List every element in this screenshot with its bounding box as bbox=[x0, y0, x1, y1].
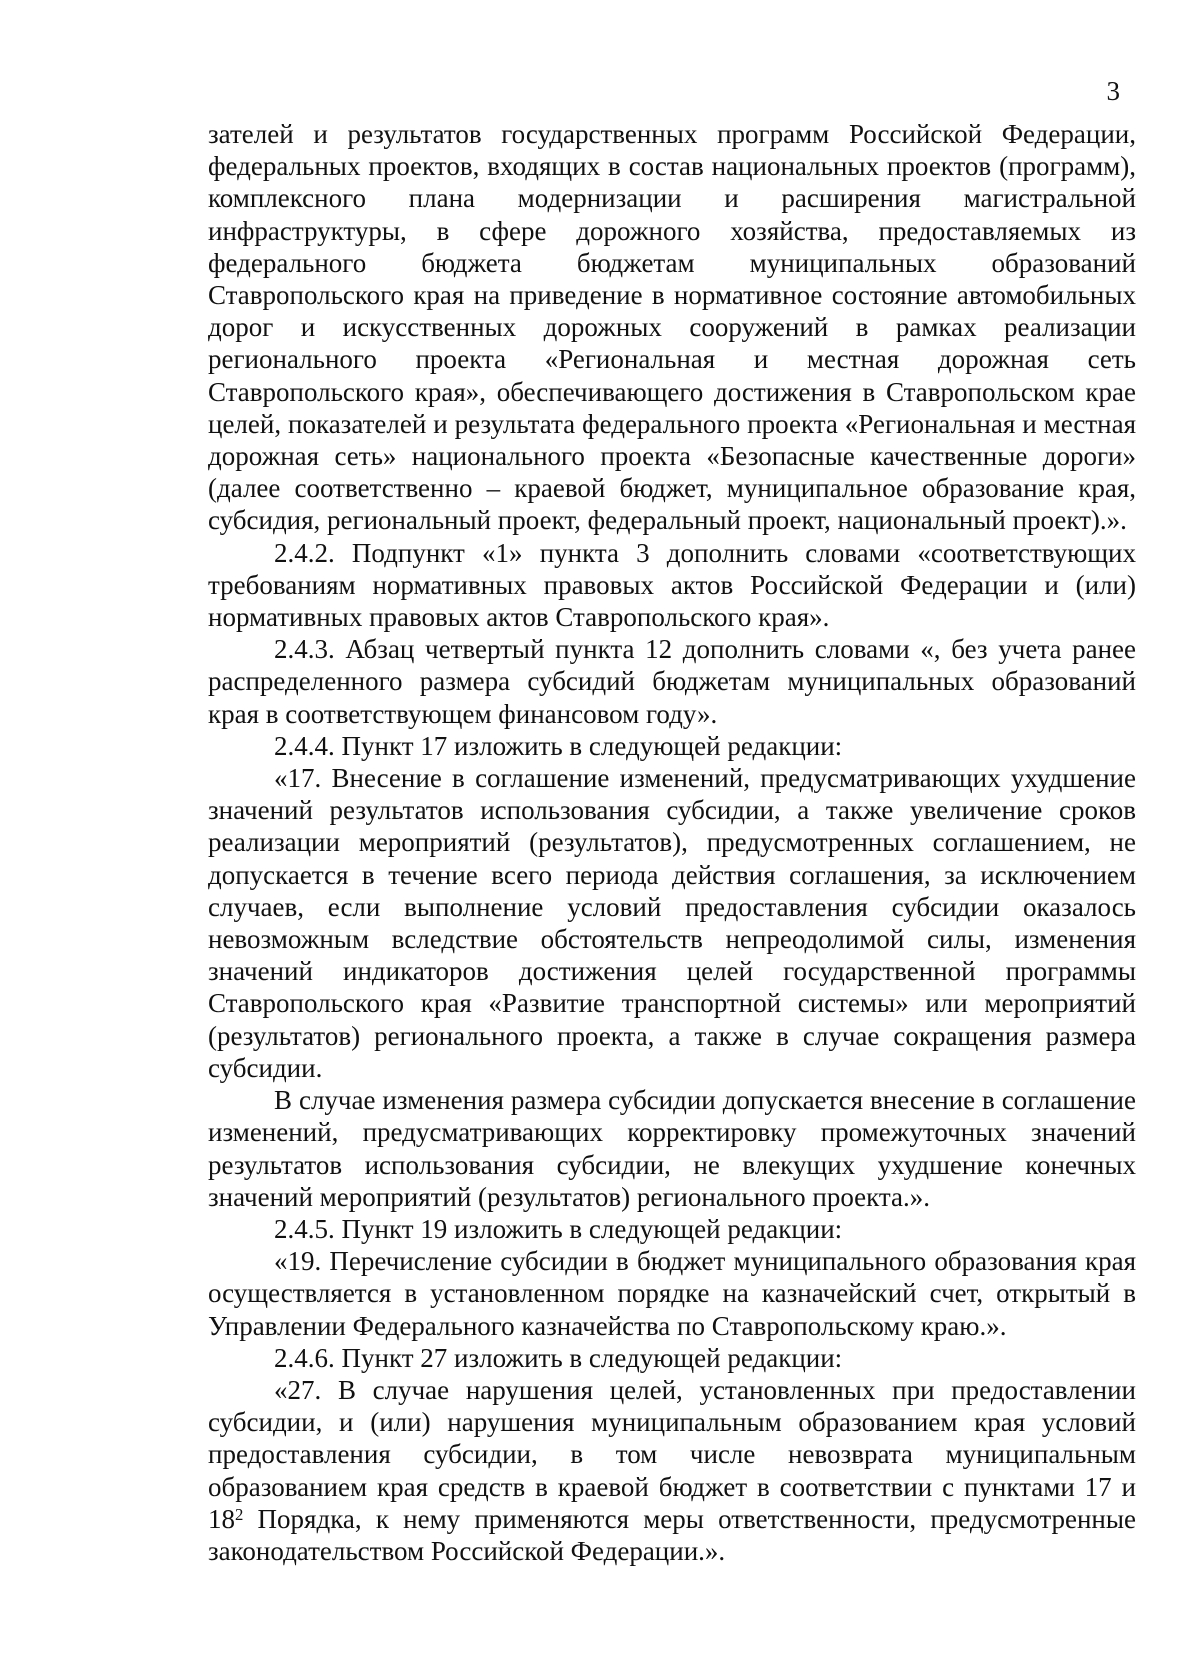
paragraph-item-2-4-3: 2.4.3. Абзац четвертый пункта 12 дополнить словами «, без учета ранее распределенного размера субсидий бюджетам муниципальных образований края в соответствующем финансовом году». bbox=[208, 634, 1136, 729]
paragraph-item-2-4-4: 2.4.4. Пункт 17 изложить в следующей редакции: bbox=[274, 730, 843, 761]
page-number: 3 bbox=[1106, 76, 1120, 106]
paragraph-point-27 bbox=[208, 1374, 1136, 1567]
point-27-text-end: Порядка, к нему применяются меры ответственности, предусмотренные законодательством Российской Федерации.». bbox=[208, 1503, 1136, 1566]
paragraph-item-2-4-2: 2.4.2. Подпункт «1» пункта 3 дополнить словами «соответствующих требованиям нормативных правовых актов Российской Федерации и (или) нормативных правовых актов Ставропольского края». bbox=[208, 537, 1136, 633]
paragraph-point-17-part-2: В случае изменения размера субсидии допускается внесение в соглашение изменений, предусматривающих корректировку промежуточных значений результатов использования субсидии, не влекущих ухудшение конечных значений мероприятий (результатов) регионального проекта.». bbox=[208, 1085, 1136, 1212]
paragraph-item-2-4-6: 2.4.6. Пункт 27 изложить в следующей редакции: bbox=[274, 1342, 843, 1373]
superscript-marker: 2 bbox=[235, 1505, 244, 1525]
paragraph-point-17: «17. Внесение в соглашение изменений, предусматривающих ухудшение значений результатов использования субсидии, а также увеличение сроков реализации мероприятий (результатов), предусмотренных соглашением, не допускается в течение всего периода действия соглашения, за исключением случаев, если выполнение условий предоставления субсидии оказалось невозможным вследствие обстоятельств непреодолимой силы, изменения значений индикаторов достижения целей государственной программы Ставропольского края «Развитие транспортной системы» или мероприятий (результатов) регионального проекта, а также в случае сокращения размера субсидии. bbox=[208, 763, 1136, 1083]
paragraph-continuation: зателей и результатов государственных программ Российской Федерации, федеральных проектов, входящих в состав национальных проектов (программ), комплексного плана модернизации и расширения магистральной инфраструктуры, в сфере дорожного хозяйства, предоставляемых из федерального бюджета бюджетам муниципальных образований Ставропольского края на приведение в нормативное состояние автомобильных дорог и искусственных дорожных сооружений в рамках реализации регионального проекта «Региональная и местная дорожная сеть Ставропольского края», обеспечивающего достижения в Ставропольском крае целей, показателей и результата федерального проекта «Региональная и местная дорожная сеть» национального проекта «Безопасные качественные дороги» (далее соответственно – краевой бюджет, муниципальное образование края, субсидия, региональный проект, федеральный проект, национальный проект).». bbox=[208, 119, 1136, 536]
document-body bbox=[208, 118, 1136, 1567]
paragraph-item-2-4-5: 2.4.5. Пункт 19 изложить в следующей редакции: bbox=[274, 1213, 843, 1244]
paragraph-point-19: «19. Перечисление субсидии в бюджет муниципального образования края осуществляется в установленном порядке на казначейский счет, открытый в Управлении Федерального казначейства по Ставропольскому краю.». bbox=[208, 1246, 1136, 1341]
point-27-text-start: «27. В случае нарушения целей, установленных при предоставлении субсидии, и (или) нарушения муниципальным образованием края условий предоставления субсидии, в том числе невозврата муниципальным образованием края средств в краевой бюджет в соответствии с пунктами 17 и 18 bbox=[208, 1374, 1136, 1534]
